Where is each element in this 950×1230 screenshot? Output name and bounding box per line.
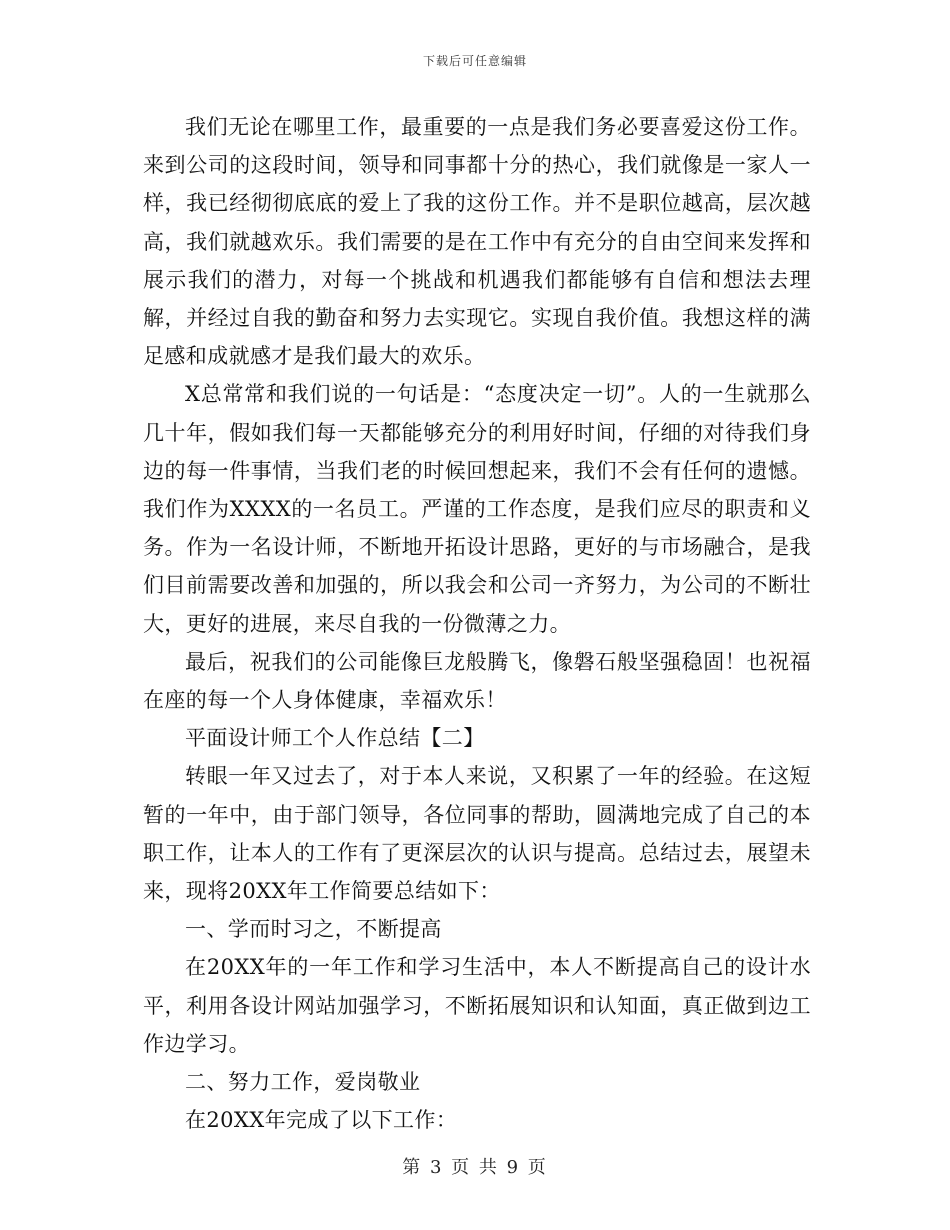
paragraph-5: 在20XX年的一年工作和学习生活中，本人不断提高自己的设计水平，利用各设计网站加强学习，不断拓展知识和认知面，真正做到边工作边学习。 [143,955,811,1056]
section-heading-2: 平面设计师工个人作总结【二】 [185,726,485,751]
subheading-1: 一、学而时习之，不断提高 [185,917,442,942]
paragraph-4: 转眼一年又过去了，对于本人来说，又积累了一年的经验。在这短暂的一年中，由于部门领导，各位同事的帮助，圆满地完成了自己的本职工作，让本人的工作有了更深层次的认识与提高。总结过去，展望未来，现将20XX年工作简要总结如下： [143,764,811,904]
paragraph-1: 我们无论在哪里工作，最重要的一点是我们务必要喜爱这份工作。来到公司的这段时间，领导和同事都十分的热心，我们就像是一家人一样，我已经彻彻底底的爱上了我的这份工作。并不是职位越高，层次越高，我们就越欢乐。我们需要的是在工作中有充分的自由空间来发挥和展示我们的潜力，对每一个挑战和机遇我们都能够有自信和想法去理解，并经过自我的勤奋和努力去实现它。实现自我价值。我想这样的满足感和成就感才是我们最大的欢乐。 [143,115,811,369]
paragraph-3: 最后，祝我们的公司能像巨龙般腾飞，像磐石般坚强稳固！也祝福在座的每一个人身体健康，幸福欢乐！ [143,649,811,713]
paragraph-6: 在20XX年完成了以下工作： [185,1108,458,1133]
document-body [143,108,811,1139]
subheading-2: 二、努力工作，爱岗敬业 [185,1070,421,1095]
paragraph-2: X总常常和我们说的一句话是：“态度决定一切”。人的一生就那么几十年，假如我们每一天都能够充分的利用好时间，仔细的对待我们身边的每一件事情，当我们老的时候回想起来，我们不会有任何的遗憾。我们作为XXXX的一名员工。严谨的工作态度，是我们应尽的职责和义务。作为一名设计师，不断地开拓设计思路，更好的与市场融合，是我们目前需要改善和加强的，所以我会和公司一齐努力，为公司的不断壮大，更好的进展，来尽自我的一份微薄之力。 [143,382,811,636]
page-header: 下载后可任意编辑 [422,54,527,68]
page-number: 第 3 页 共 9 页 [402,1157,548,1178]
